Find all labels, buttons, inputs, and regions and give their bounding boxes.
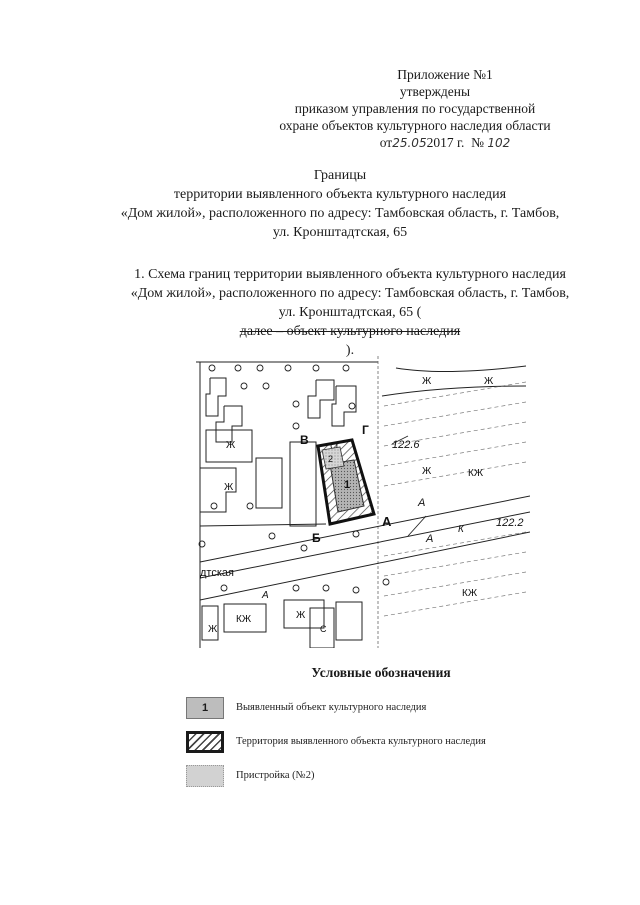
date-prefix: от bbox=[379, 135, 393, 150]
road-mark-k: К bbox=[458, 524, 464, 535]
section-line-1: 1. Схема границ территории выявленного объекта культурного наследия bbox=[134, 267, 566, 282]
building-mark: Ж bbox=[484, 376, 494, 387]
legend-item-extension bbox=[186, 765, 546, 799]
section-line-3-text: ул. Кронштадтская, 65 ( bbox=[278, 305, 422, 320]
legend bbox=[186, 665, 546, 799]
title-line-4: ул. Кронштадтская, 65 bbox=[272, 225, 408, 240]
point-label-g: Г bbox=[362, 423, 369, 437]
extension-number-2: 2 bbox=[328, 454, 334, 464]
legend-item-territory bbox=[186, 731, 546, 765]
building-mark: Ж bbox=[296, 610, 306, 621]
document-title bbox=[40, 166, 640, 242]
order-number-sign: № bbox=[471, 135, 484, 150]
section-line-3 bbox=[90, 303, 610, 360]
territory-swatch bbox=[186, 731, 224, 753]
object-number-1: 1 bbox=[344, 479, 351, 491]
point-label-v: В bbox=[300, 433, 309, 447]
date-year: 2017 г. bbox=[426, 135, 465, 150]
point-label-b: Б bbox=[312, 531, 321, 545]
extension-swatch bbox=[186, 765, 224, 787]
legend-label-extension: Пристройка (№2) bbox=[236, 770, 315, 781]
legend-label-object: Выявленный объект культурного наследия bbox=[236, 702, 427, 713]
appendix-number: Приложение №1 bbox=[397, 67, 493, 82]
building-mark: Ж bbox=[208, 624, 218, 635]
object-swatch: 1 bbox=[186, 697, 224, 719]
building-mark-kzh: КЖ bbox=[468, 468, 484, 479]
street-fragment: дтская bbox=[200, 567, 234, 579]
approved-label: утверждены bbox=[399, 84, 471, 99]
building-mark: Ж bbox=[224, 482, 234, 493]
date-number-line bbox=[250, 134, 580, 152]
elevation-top: 122.6 bbox=[392, 439, 420, 451]
boundary-map bbox=[196, 356, 530, 648]
approval-block bbox=[250, 66, 580, 152]
road-mark: А bbox=[426, 533, 434, 545]
road-mark: А bbox=[262, 590, 269, 601]
title-line-1: Границы bbox=[313, 168, 367, 183]
authority-line: охране объектов культурного наследия области bbox=[279, 118, 551, 133]
building-mark-kzh: КЖ bbox=[236, 614, 252, 625]
section-line-2: «Дом жилой», расположенного по адресу: Тамбовская область, г. Тамбов, bbox=[130, 286, 570, 301]
building-mark: Ж bbox=[422, 466, 432, 477]
handwritten-order-number: 102 bbox=[487, 136, 511, 150]
struck-text: далее – объект культурного наследия bbox=[239, 324, 461, 339]
title-line-2: территории выявленного объекта культурного наследия bbox=[173, 187, 507, 202]
right-sheet-hatching bbox=[384, 382, 526, 616]
section-line-3-end: ). bbox=[345, 343, 355, 358]
point-label-a: А bbox=[382, 514, 392, 529]
handwritten-date: 25.05 bbox=[392, 136, 427, 150]
road-mark-s: С bbox=[320, 624, 327, 634]
building-mark: Ж bbox=[226, 440, 236, 451]
building-mark-kzh: КЖ bbox=[462, 588, 478, 599]
building-mark: Ж bbox=[422, 376, 432, 387]
road-mark: А bbox=[418, 497, 426, 509]
legend-label-territory: Территория выявленного объекта культурного наследия bbox=[236, 736, 486, 747]
legend-title: Условные обозначения bbox=[311, 665, 451, 680]
elevation-right: 122.2 bbox=[496, 517, 524, 529]
section-heading bbox=[90, 265, 610, 360]
legend-item-object bbox=[186, 697, 546, 731]
survey-marks bbox=[392, 436, 426, 536]
order-line: приказом управления по государственной bbox=[294, 101, 536, 116]
title-line-3: «Дом жилой», расположенного по адресу: Тамбовская область, г. Тамбов, bbox=[120, 206, 560, 221]
